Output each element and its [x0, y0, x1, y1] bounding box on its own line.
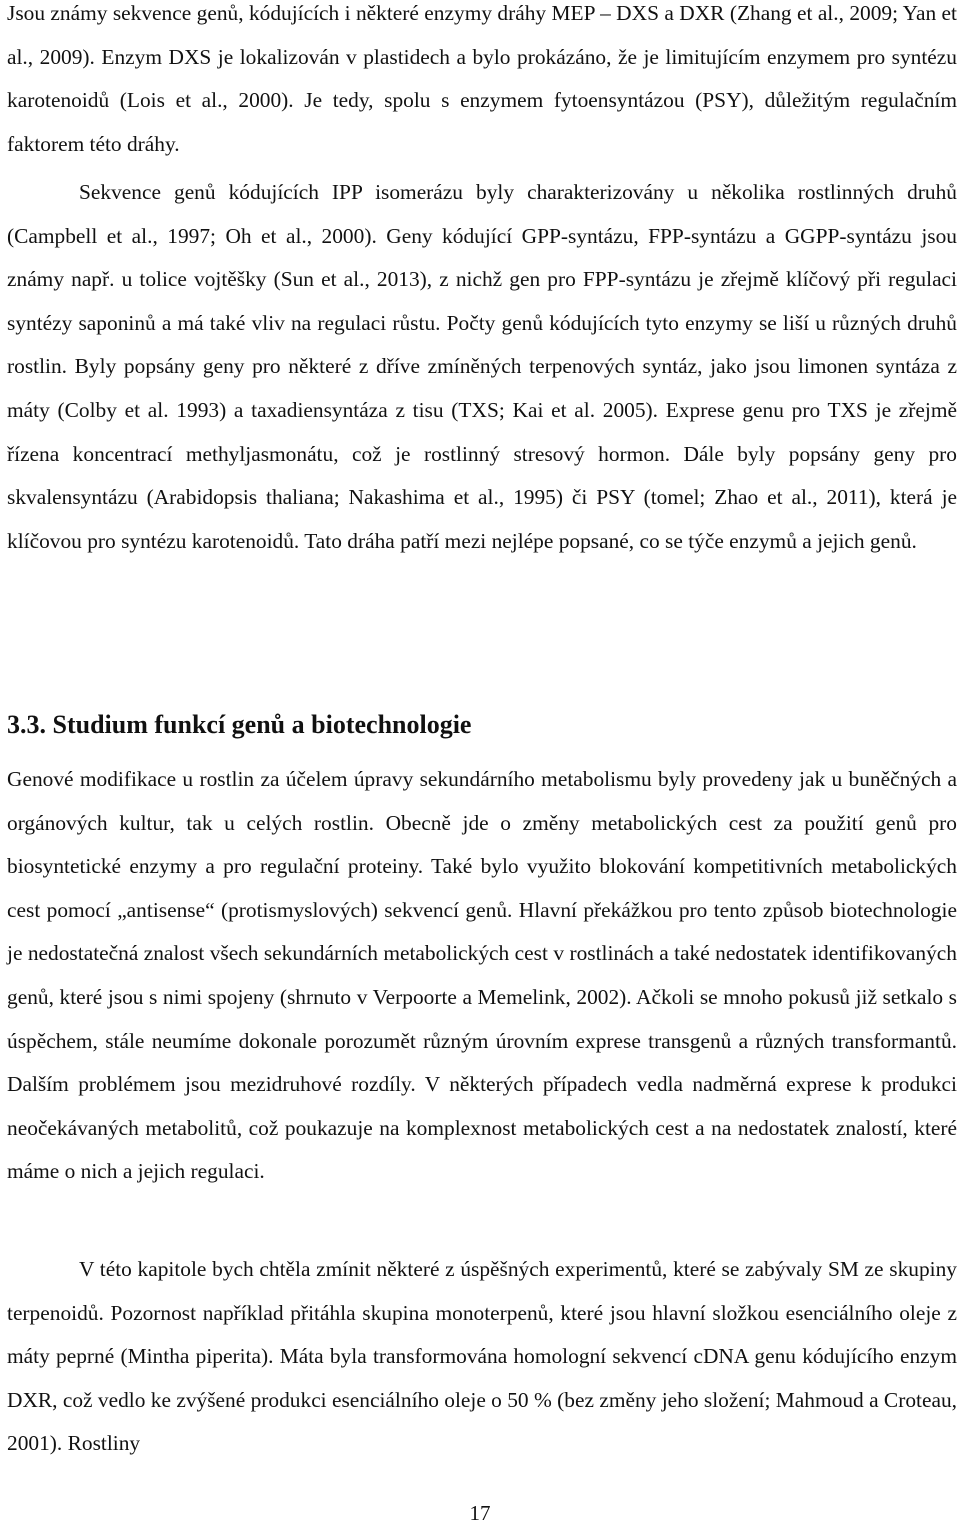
section-heading: 3.3. Studium funkcí genů a biotechnologie	[7, 710, 472, 739]
paragraph-genetic-modifications: Genové modifikace u rostlin za účelem úpravy sekundárního metabolismu byly provedeny jak u buněčných a orgánových kultur, tak u celých rostlin. Obecně jde o změny metabolických cest za použití genů pro biosyntetické enzymy a pro regulační proteiny. Také bylo využito blokování kompetitivních metabolických cest pomocí „antisense“ (protismyslových) sekvencí genů. Hlavní překážkou pro tento způsob biotechnologie je nedostatečná znalost všech sekundárních metabolických cest v rostlinách a také nedostatek identifikovaných genů, které jsou s nimi spojeny (shrnuto v Verpoorte a Memelink, 2002). Ačkoli se mnoho pokusů již setkalo s úspěchem, stále neumíme dokonale porozumět různým úrovním exprese transgenů a různých transformantů. Dalším problémem jsou mezidruhové rozdíly. V některých případech vedla nadměrná exprese k produkci neočekávaných metabolitů, což poukazuje na komplexnost metabolických cest a na nedostatek znalostí, které máme o nich a jejich regulaci.	[7, 767, 957, 1184]
paragraph-genes-mep: Jsou známy sekvence genů, kódujících i některé enzymy dráhy MEP – DXS a DXR (Zhang et al., 2009; Yan et al., 2009). Enzym DXS je lokalizován v plastidech a bylo prokázáno, že je limitujícím enzymem pro syntézu karotenoidů (Lois et al., 2000). Je tedy, spolu s enzymem fytoensyntázou (PSY), důležitým regulačním faktorem této dráhy.	[7, 1, 957, 156]
page-number: 17	[469, 1501, 491, 1525]
paragraph-ipp-isomerase: Sekvence genů kódujících IPP isomerázu byly charakterizovány u několika rostlinných druhů (Campbell et al., 1997; Oh et al., 2000). Geny kódující GPP-syntázu, FPP-syntázu a GGPP-syntázu jsou známy např. u tolice vojtěšky (Sun et al., 2013), z nichž gen pro FPP-syntázu je zřejmě klíčový při regulaci syntézy saponinů a má také vliv na regulaci růstu. Počty genů kódujících tyto enzymy se liší u různých druhů rostlin. Byly popsány geny pro některé z dříve zmíněných terpenových syntáz, jako jsou limonen syntáza z máty (Colby et al. 1993) a taxadiensyntáza z tisu (TXS; Kai et al. 2005). Exprese genu pro TXS je zřejmě řízena koncentrací methyljasmonátu, což je rostlinný stresový hormon. Dále byly popsány geny pro skvalensyntázu (Arabidopsis thaliana; Nakashima et al., 1995) či PSY (tomel; Zhao et al., 2011), která je klíčovou pro syntézu karotenoidů. Tato dráha patří mezi nejlépe popsané, co se týče enzymů a jejich genů.	[7, 180, 957, 553]
paragraph-chapter-intro: V této kapitole bych chtěla zmínit některé z úspěšných experimentů, které se zabývaly SM ze skupiny terpenoidů. Pozornost například přitáhla skupina monoterpenů, které jsou hlavní složkou esenciálního oleje z máty peprné (Mintha piperita). Máta byla transformována homologní sekvencí cDNA genu kódujícího enzym DXR, což vedlo ke zvýšené produkci esenciálního oleje o 50 % (bez změny jeho složení; Mahmoud a Croteau, 2001). Rostliny	[7, 1257, 957, 1456]
